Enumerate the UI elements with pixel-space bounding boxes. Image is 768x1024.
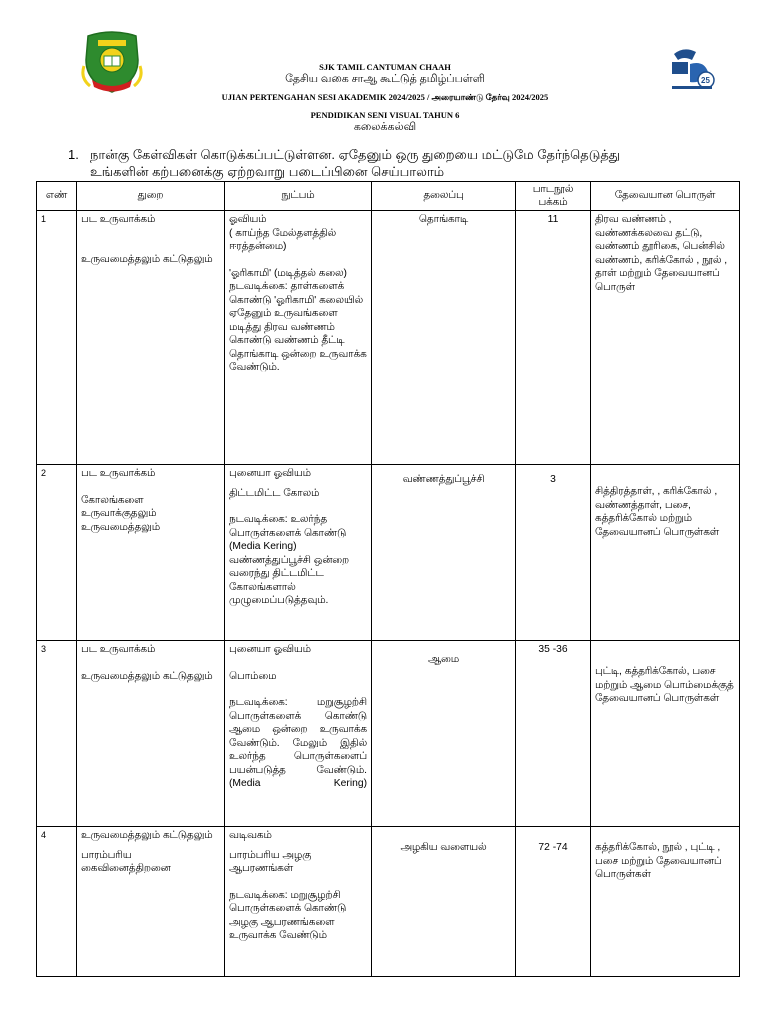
question-line-2: உங்களின் கற்பனைக்கு ஏற்றவாறு படைப்பினை செய்பாலாம் [90, 164, 445, 179]
technique-line: புனையா ஓவியம் [229, 644, 311, 655]
svg-text:25: 25 [701, 76, 710, 85]
materials-cell: கத்தரிக்கோல், நூல் , புட்டி , பசை மற்றும் தேவையானப் பொருள்கள் [591, 827, 740, 977]
materials-cell: சித்திரத்தாள், , கரிக்கோல் , வண்ணத்தாள், பசை, கத்தரிக்கோல் மற்றும் தேவையானப் பொருள்கள் [591, 465, 740, 641]
question-line-1: நான்கு கேள்விகள் கொடுக்கப்பட்டுள்ளன. ஏதேனும் ஒரு துறையை மட்டுமே தேர்ந்தெடுத்து [90, 147, 621, 162]
row-number: 4 [37, 827, 77, 977]
school-name-tamil: தேசிய வகை சாஆ கூட்டுத் தமிழ்ப்பள்ளி [285, 73, 485, 85]
page-cell: 3 [516, 465, 591, 641]
page-cell: 35 -36 [516, 641, 591, 827]
field-line: உருவமைத்தலும் கட்டுதலும் [81, 253, 213, 265]
technique-activity: நடவடிக்கை: தாள்களைக் கொண்டு 'ஓரிகாமி' கலையில் ஏதேனும் உருவங்களை மடித்து திரவ வண்ணம் கொண்டு வண்ணம் தீட்டி தொங்காடி ஒன்றை உருவாக்க வேண்டும். [229, 281, 367, 373]
page-cell: 72 -74 [516, 827, 591, 977]
header-number: எண் [37, 182, 77, 211]
field-line: உருவமைத்தலும் கட்டுதலும் [81, 830, 213, 841]
ministry-25-logo [668, 44, 716, 92]
table-row [37, 641, 740, 827]
technique-line: வடிவகம் [229, 830, 272, 841]
technique-line: ( காய்ந்த மேல்தளத்தில் ஈரத்தன்மை) [229, 227, 337, 252]
subject-title: PENDIDIKAN SENI VISUAL TAHUN 6 [310, 110, 460, 120]
field-line: பாரம்பரிய கைவினைத்திறனை [81, 849, 171, 874]
header-field: துறை [77, 182, 225, 211]
school-crest-logo [80, 30, 144, 98]
field-line: பட உருவாக்கம் [81, 644, 156, 655]
technique-cell [225, 465, 372, 641]
row-number: 3 [37, 641, 77, 827]
header-topic: தலைப்பு [372, 182, 516, 211]
table-header-row [37, 182, 740, 211]
row-number: 1 [37, 211, 77, 465]
field-line: பட உருவாக்கம் [81, 214, 156, 225]
technique-line: திட்டமிட்ட கோலம் [229, 487, 320, 499]
question-number: 1. [68, 147, 79, 162]
header-textbook-page: பாடநூல் பக்கம் [516, 182, 591, 211]
field-cell [77, 641, 225, 827]
field-cell [77, 465, 225, 641]
header-technique: நுட்பம் [225, 182, 372, 211]
page-cell: 11 [516, 211, 591, 465]
technique-line: பாரம்பரிய அழகு ஆபரணங்கள் [229, 849, 312, 874]
technique-activity: நடவடிக்கை: மறுசூழற்சி பொருள்களைக் கொண்டு அழகு ஆபரணங்களை உருவாக்க வேண்டும் [229, 889, 347, 941]
technique-line: புனையா ஓவியம் [229, 468, 311, 479]
field-cell [77, 827, 225, 977]
activity-table [36, 181, 740, 977]
topic-cell: அழகிய வளையல் [372, 827, 516, 977]
field-line: கோலங்களை உருவாக்குதலும் உருவமைத்தலும் [81, 494, 161, 533]
table-row [37, 827, 740, 977]
technique-line: பொம்மை [229, 670, 277, 682]
topic-cell: ஆமை [372, 641, 516, 827]
topic-cell: தொங்காடி [372, 211, 516, 465]
field-line: உருவமைத்தலும் கட்டுதலும் [81, 670, 213, 682]
technique-activity: நடவடிக்கை: மறுசூழற்சி பொருள்களைக் கொண்டு ஆமை ஒன்றை உருவாக்க வேண்டும். மேலும் இதில் உலர்ந்த பொருள்களைப் பயன்படுத்த வேண்டும். (Media Kering) [229, 697, 367, 789]
row-number: 2 [37, 465, 77, 641]
technique-cell [225, 211, 372, 465]
field-cell [77, 211, 225, 465]
header-materials: தேவையான பொருள் [591, 182, 740, 211]
technique-line: ஓவியம் [229, 214, 267, 225]
technique-activity: நடவடிக்கை: உலர்ந்த பொருள்களைக் கொண்டு (Media Kering) வண்ணத்துப்பூச்சி ஒன்றை வரைந்து திட்டமிட்ட கோலங்களால் முழுமைப்படுத்தவும். [229, 514, 350, 606]
table-row [37, 465, 740, 641]
materials-cell: திரவ வண்ணம் , வண்ணக்கலவை தட்டு, வண்ணம் தூரிகை, பென்சில் வண்ணம், கரிக்கோல் , நூல் , தாள் மற்றும் தேவையானப் பொருள் [591, 211, 740, 465]
question-text [90, 146, 710, 180]
topic-cell: வண்ணத்துப்பூச்சி [372, 465, 516, 641]
school-name: SJK TAMIL CANTUMAN CHAAH [319, 62, 451, 72]
materials-cell: புட்டி, கத்தரிக்கோல், பசை மற்றும் ஆமை பொம்மைக்குத் தேவையானப் பொருள்கள் [591, 641, 740, 827]
table-row [37, 211, 740, 465]
field-line: பட உருவாக்கம் [81, 468, 156, 479]
technique-line: 'ஓரிகாமி' (மடித்தல் கலை) [229, 267, 347, 279]
exam-title: UJIAN PERTENGAHAN SESI AKADEMIK 2024/2025 / அரையாண்டு தேர்வு 2024/2025 [221, 92, 549, 102]
technique-cell [225, 641, 372, 827]
technique-cell [225, 827, 372, 977]
subject-title-tamil: கலைக்கல்வி [353, 121, 417, 133]
